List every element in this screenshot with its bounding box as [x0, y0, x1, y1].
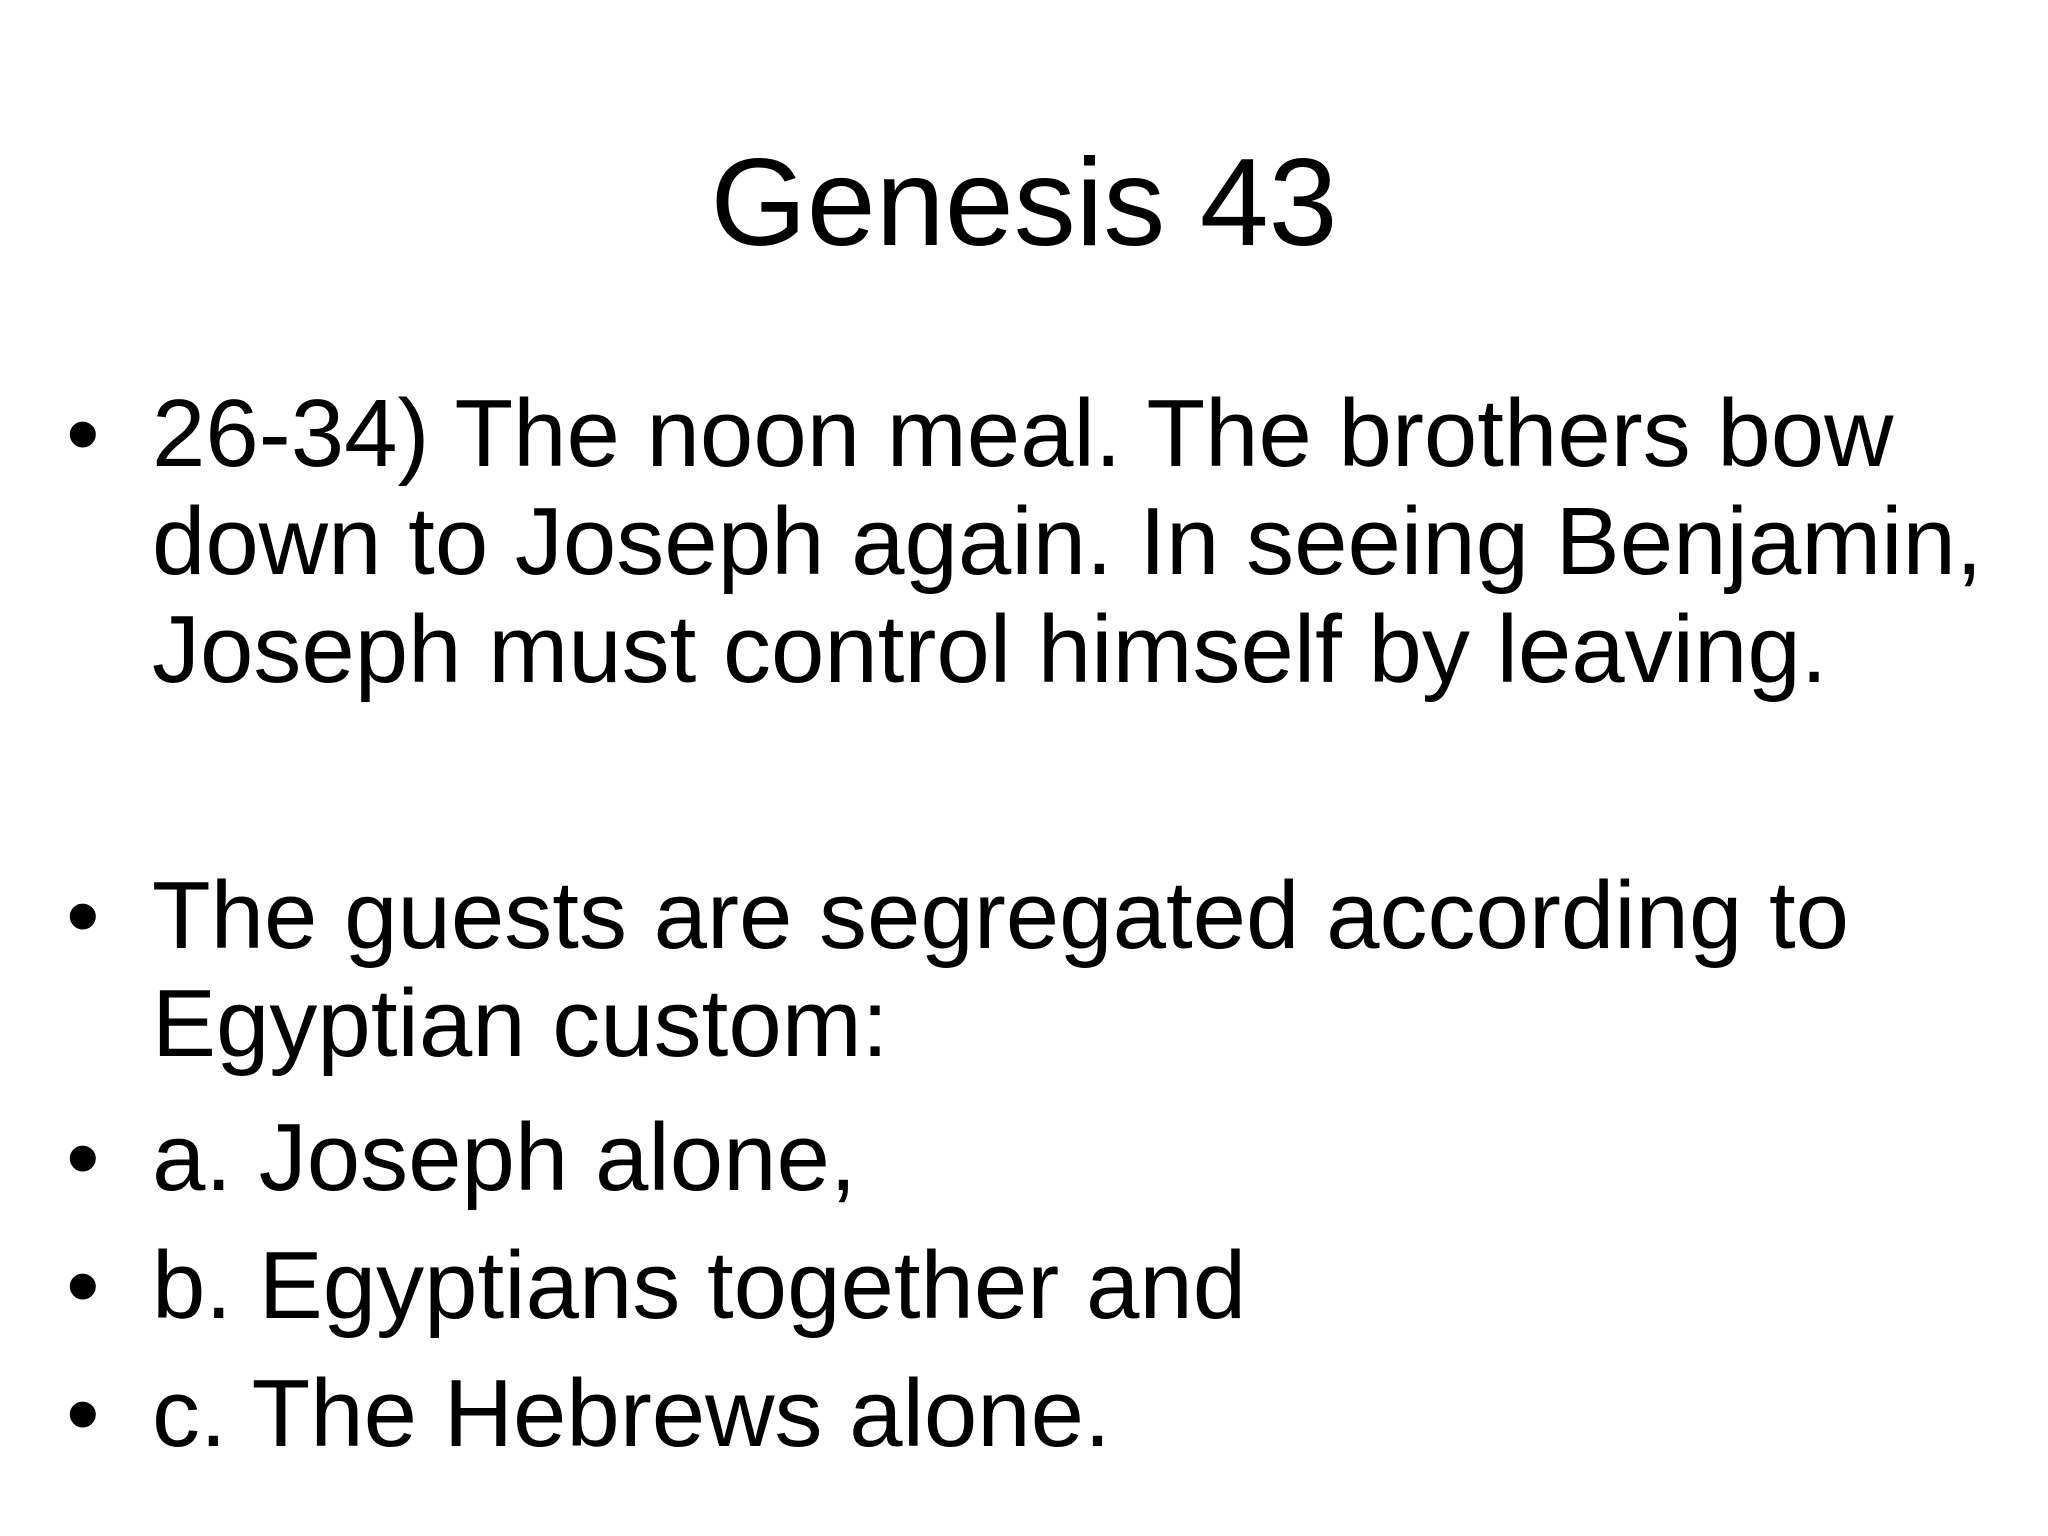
bullet-marker: •	[66, 1104, 100, 1211]
bullet-marker: •	[66, 380, 100, 487]
bullet-text: a. Joseph alone,	[152, 1104, 857, 1211]
bullet-marker: •	[66, 1360, 100, 1467]
bullet-text: c. The Hebrews alone.	[152, 1360, 1111, 1467]
bullet-text: b. Egyptians together and	[152, 1232, 1247, 1339]
bullet-text: The guests are segregated according to Egyptian custom:	[152, 862, 1850, 1077]
bullet-marker: •	[66, 1232, 100, 1339]
bullet-marker: •	[66, 862, 100, 969]
slide-title: Genesis 43	[710, 134, 1338, 272]
bullet-text: 26-34) The noon meal. The brothers bow down to Joseph again. In seeing Benjamin, Joseph must control himself by leaving.	[152, 380, 1983, 703]
